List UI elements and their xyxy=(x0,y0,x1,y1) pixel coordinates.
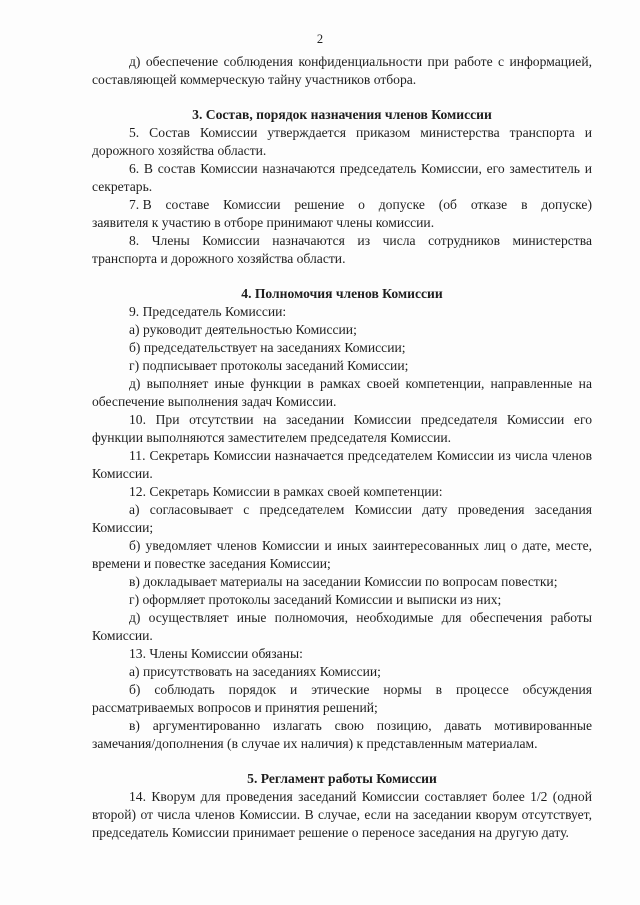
section-4-heading: 4. Полномочия членов Комиссии xyxy=(241,286,443,301)
paragraph-12-d: г) оформляет протоколы заседаний Комиссии и выписки из них; xyxy=(129,592,502,607)
paragraph-10: 10. При отсутствии на заседании Комиссии председателя Комиссии его функции выполняются заместителем председателя Комиссии. xyxy=(92,412,592,445)
paragraph-6: 6. В состав Комиссии назначаются председатель Комиссии, его заместитель и секретарь. xyxy=(92,161,592,194)
section-5-heading: 5. Регламент работы Комиссии xyxy=(247,771,437,786)
paragraph-9-c: г) подписывает протоколы заседаний Комиссии; xyxy=(129,358,409,373)
paragraph-11: 11. Секретарь Комиссии назначается председателем Комиссии из числа членов Комиссии. xyxy=(92,448,592,481)
paragraph-2-d: д) обеспечение соблюдения конфиденциальности при работе с информацией, составляющей коммерческую тайну участников отбора. xyxy=(92,54,592,87)
paragraph-13-b: б) соблюдать порядок и этические нормы в процессе обсуждения рассматриваемых вопросов и принятия решений; xyxy=(92,682,592,715)
paragraph-13-a: а) присутствовать на заседаниях Комиссии; xyxy=(129,664,381,679)
paragraph-12: 12. Секретарь Комиссии в рамках своей компетенции: xyxy=(129,484,443,499)
document-body xyxy=(92,53,592,842)
spacer xyxy=(92,89,592,106)
paragraph-9-a: а) руководит деятельностью Комиссии; xyxy=(129,322,357,337)
paragraph-12-a: а) согласовывает с председателем Комиссии дату проведения заседания Комиссии; xyxy=(92,502,592,535)
paragraph-9-d: д) выполняет иные функции в рамках своей компетенции, направленные на обеспечение выполнения задач Комиссии. xyxy=(92,376,592,409)
section-3-heading: 3. Состав, порядок назначения членов Комиссии xyxy=(192,107,492,122)
paragraph-7-line-1: 7. В составе Комиссии решение о допуске (об отказе в допуске) xyxy=(129,197,592,212)
paragraph-13: 13. Члены Комиссии обязаны: xyxy=(129,646,303,661)
paragraph-12-c: в) докладывает материалы на заседании Комиссии по вопросам повестки; xyxy=(129,574,558,589)
paragraph-7-line-2: заявителя к участию в отборе принимают члены комиссии. xyxy=(92,215,435,230)
paragraph-12-e: д) осуществляет иные полномочия, необходимые для обеспечения работы Комиссии. xyxy=(92,610,592,643)
page-number: 2 xyxy=(316,32,324,46)
paragraph-9: 9. Председатель Комиссии: xyxy=(129,304,287,319)
paragraph-14: 14. Кворум для проведения заседаний Комиссии составляет более 1/2 (одной второй) от числа членов Комиссии. В случае, если на заседании кворум отсутствует, председатель Комиссии принимает решение о переносе заседания на другую дату. xyxy=(92,789,592,840)
paragraph-5: 5. Состав Комиссии утверждается приказом министерства транспорта и дорожного хозяйства области. xyxy=(92,125,592,158)
paragraph-8: 8. Члены Комиссии назначаются из числа сотрудников министерства транспорта и дорожного хозяйства области. xyxy=(92,233,592,266)
paragraph-9-b: б) председательствует на заседаниях Комиссии; xyxy=(129,340,406,355)
spacer xyxy=(92,753,592,770)
paragraph-12-b: б) уведомляет членов Комиссии и иных заинтересованных лиц о дате, месте, времени и повестке заседания Комиссии; xyxy=(92,538,592,571)
spacer xyxy=(92,268,592,285)
paragraph-13-c: в) аргументированно излагать свою позицию, давать мотивированные замечания/дополнения (в случае их наличия) к представленным материалам. xyxy=(92,718,592,751)
